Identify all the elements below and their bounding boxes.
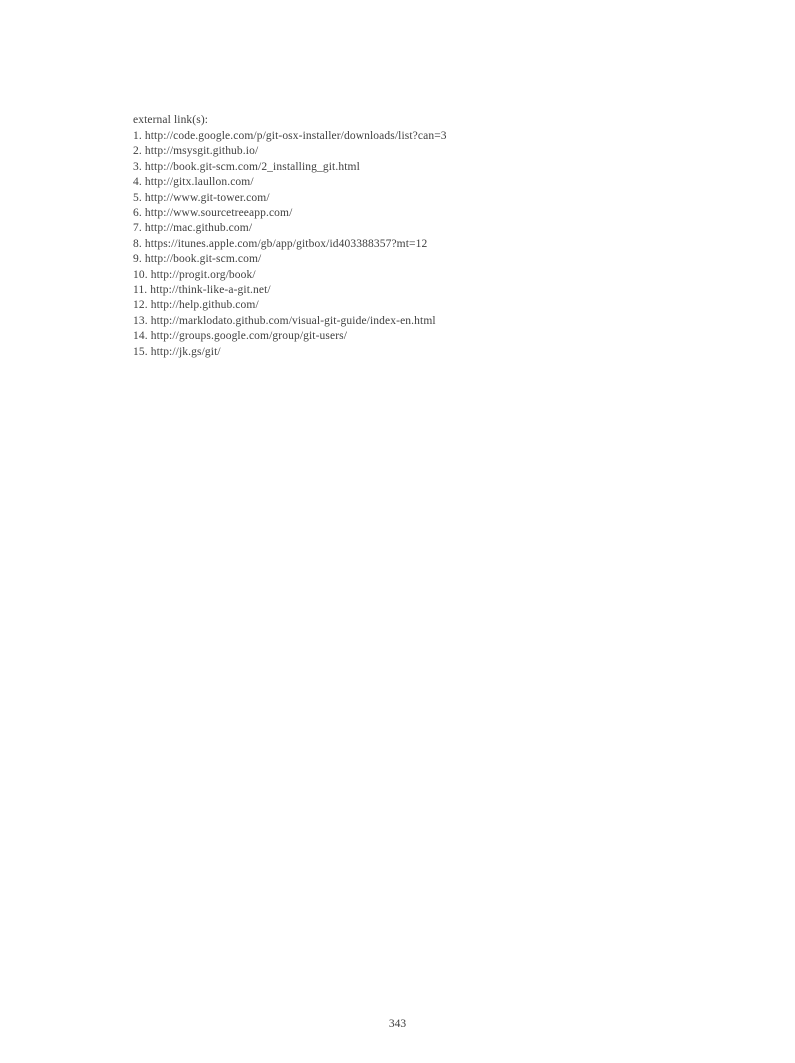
list-item[interactable]: 9. http://book.git-scm.com/ [133,253,262,266]
list-item[interactable]: 2. http://msysgit.github.io/ [133,145,259,158]
list-item[interactable]: 6. http://www.sourcetreeapp.com/ [133,206,293,219]
list-item[interactable]: 8. https://itunes.apple.com/gb/app/gitbox/id403388357?mt=12 [133,237,428,250]
section-heading: external link(s): [133,114,209,126]
list-item[interactable]: 11. http://think-like-a-git.net/ [133,283,271,296]
list-item[interactable]: 4. http://gitx.laullon.com/ [133,176,254,189]
external-link-list [133,129,663,360]
list-item[interactable]: 14. http://groups.google.com/group/git-users/ [133,330,348,343]
list-item[interactable]: 3. http://book.git-scm.com/2_installing_git.html [133,160,360,173]
list-item[interactable]: 5. http://www.git-tower.com/ [133,191,270,204]
list-item[interactable]: 10. http://progit.org/book/ [133,268,256,281]
page-number: 343 [388,1018,407,1030]
list-item[interactable]: 13. http://marklodato.github.com/visual-git-guide/index-en.html [133,314,436,327]
list-item[interactable]: 1. http://code.google.com/p/git-osx-installer/downloads/list?can=3 [133,129,447,142]
external-links-block [133,113,663,360]
list-item[interactable]: 15. http://jk.gs/git/ [133,345,221,358]
list-item[interactable]: 7. http://mac.github.com/ [133,222,253,235]
list-item[interactable]: 12. http://help.github.com/ [133,299,259,312]
